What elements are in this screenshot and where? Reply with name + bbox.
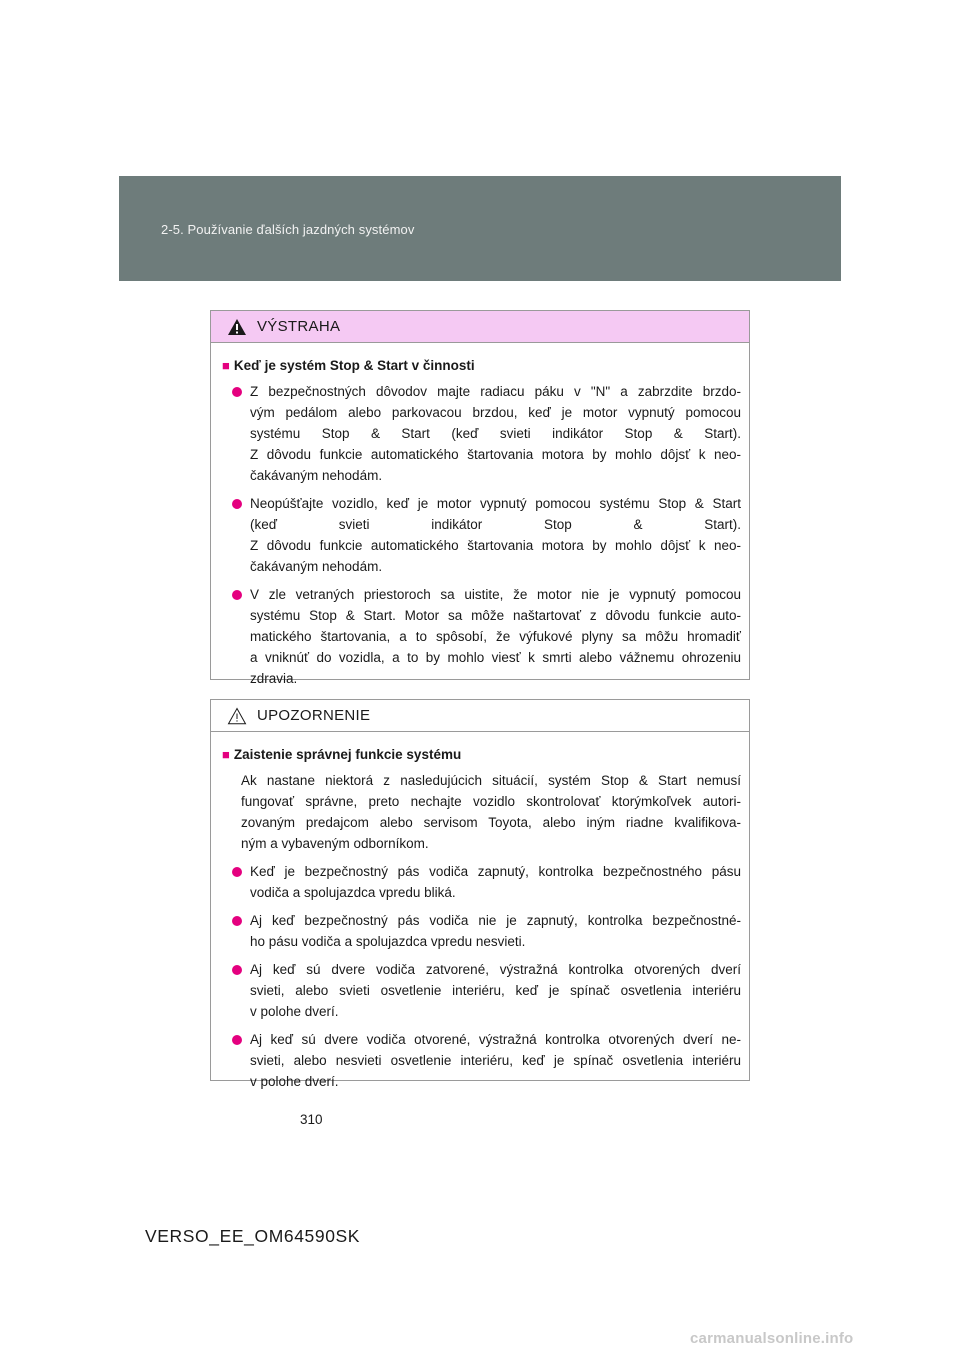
list-item-text [250, 381, 741, 486]
caution-body [211, 732, 749, 1092]
text-line: svieti, alebo nesvieti osvetlenie interiéru, keď je spínač osvetlenia interiéru [250, 1053, 741, 1068]
list-item-text [250, 910, 741, 952]
list-item [222, 584, 741, 689]
warning-box [210, 310, 750, 686]
circle-bullet-icon [232, 590, 242, 600]
warning-heading-text: Keď je systém Stop & Start v činnosti [233, 358, 475, 373]
page-number: 310 [300, 1112, 323, 1127]
text-line: (keď svieti indikátor Stop & Start). [250, 517, 741, 532]
header-band [119, 176, 841, 281]
text-line: zovaným predajcom alebo servisom Toyota, alebo iným riadne kvalifikova- [241, 815, 741, 830]
watermark-text: carmanualsonline.info [690, 1330, 854, 1347]
document-code: VERSO_EE_OM64590SK [145, 1226, 361, 1246]
text-line: a vniknúť do vozidla, a to by mohlo viesť k smrti alebo vážnemu ohrozeniu [250, 650, 741, 665]
text-line: Z bezpečnostných dôvodov majte radiacu páku v "N" a zabrzdite brzdo- [250, 384, 741, 399]
text-line: zdravia. [250, 671, 298, 686]
warning-body [211, 343, 749, 689]
text-line: V zle vetraných priestoroch sa uistite, že motor nie je vypnutý pomocou [250, 587, 741, 602]
text-line: Z dôvodu funkcie automatického štartovania motora by mohlo dôjsť k neo- [250, 538, 741, 553]
text-line: čakávaným nehodám. [250, 468, 383, 483]
list-item-text [250, 1029, 741, 1092]
list-item [222, 381, 741, 486]
list-item [222, 910, 741, 952]
list-item-text [250, 584, 741, 689]
circle-bullet-icon [232, 916, 242, 926]
text-line: Neopúšťajte vozidlo, keď je motor vypnutý pomocou systému Stop & Start [250, 496, 741, 511]
square-bullet-icon: ■ [222, 747, 230, 762]
warning-box-header [211, 311, 749, 343]
warning-triangle-outline-icon [227, 707, 247, 725]
list-item-text [250, 861, 741, 903]
text-line: Aj keď sú dvere vodiča zatvorené, výstražná kontrolka otvorených dverí [250, 962, 741, 977]
list-item-text [250, 959, 741, 1022]
text-line: systému Stop & Start. Motor sa môže naštartovať z dôvodu funkcie auto- [250, 608, 741, 623]
section-title: 2-5. Používanie ďalších jazdných systémov [161, 222, 415, 237]
text-line: Aj keď sú dvere vodiča otvorené, výstražná kontrolka otvorených dverí ne- [250, 1032, 741, 1047]
circle-bullet-icon [232, 867, 242, 877]
warning-heading [222, 355, 741, 376]
text-line: matického štartovania, a to spôsobí, že výfukové plyny sa môžu hromadiť [250, 629, 741, 644]
circle-bullet-icon [232, 499, 242, 509]
square-bullet-icon: ■ [222, 358, 230, 373]
text-line: čakávaným nehodám. [250, 559, 383, 574]
circle-bullet-icon [232, 387, 242, 397]
text-line: vým pedálom alebo parkovacou brzdou, keď je motor vypnutý pomocou [250, 405, 741, 420]
text-line: v polohe dverí. [250, 1004, 339, 1019]
text-line: Ak nastane niektorá z nasledujúcich situácií, systém Stop & Start nemusí [241, 773, 741, 788]
text-line: fungovať správne, preto nechajte vozidlo skontrolovať ktorýmkoľvek autori- [241, 794, 741, 809]
text-line: Aj keď bezpečnostný pás vodiča nie je zapnutý, kontrolka bezpečnostné- [250, 913, 741, 928]
list-item [222, 1029, 741, 1092]
text-line: Keď je bezpečnostný pás vodiča zapnutý, kontrolka bezpečnostného pásu [250, 864, 741, 879]
text-line: vodiča a spolujazdca vpredu bliká. [250, 885, 456, 900]
text-line: Z dôvodu funkcie automatického štartovania motora by mohlo dôjsť k neo- [250, 447, 741, 462]
warning-label: VÝSTRAHA [257, 318, 341, 335]
caution-label: UPOZORNENIE [257, 707, 371, 724]
list-item [222, 959, 741, 1022]
text-line: svieti, alebo svieti osvetlenie interiéru, keď je spínač osvetlenia interiéru [250, 983, 741, 998]
caution-intro [241, 770, 741, 854]
list-item [222, 493, 741, 577]
caution-box [210, 699, 750, 1089]
text-line: systému Stop & Start (keď svieti indikátor Stop & Start). [250, 426, 741, 441]
warning-list [222, 381, 741, 689]
list-item-text [250, 493, 741, 577]
warning-triangle-filled-icon [227, 318, 247, 336]
text-line: ho pásu vodiča a spolujazdca vpredu nesvieti. [250, 934, 526, 949]
circle-bullet-icon [232, 1035, 242, 1045]
text-line: v polohe dverí. [250, 1074, 339, 1089]
list-item [222, 861, 741, 903]
circle-bullet-icon [232, 965, 242, 975]
caution-heading-text: Zaistenie správnej funkcie systému [233, 747, 462, 762]
caution-box-header [211, 700, 749, 732]
text-line: ným a vybaveným odborníkom. [241, 836, 429, 851]
caution-heading [222, 744, 741, 765]
caution-list [222, 861, 741, 1092]
